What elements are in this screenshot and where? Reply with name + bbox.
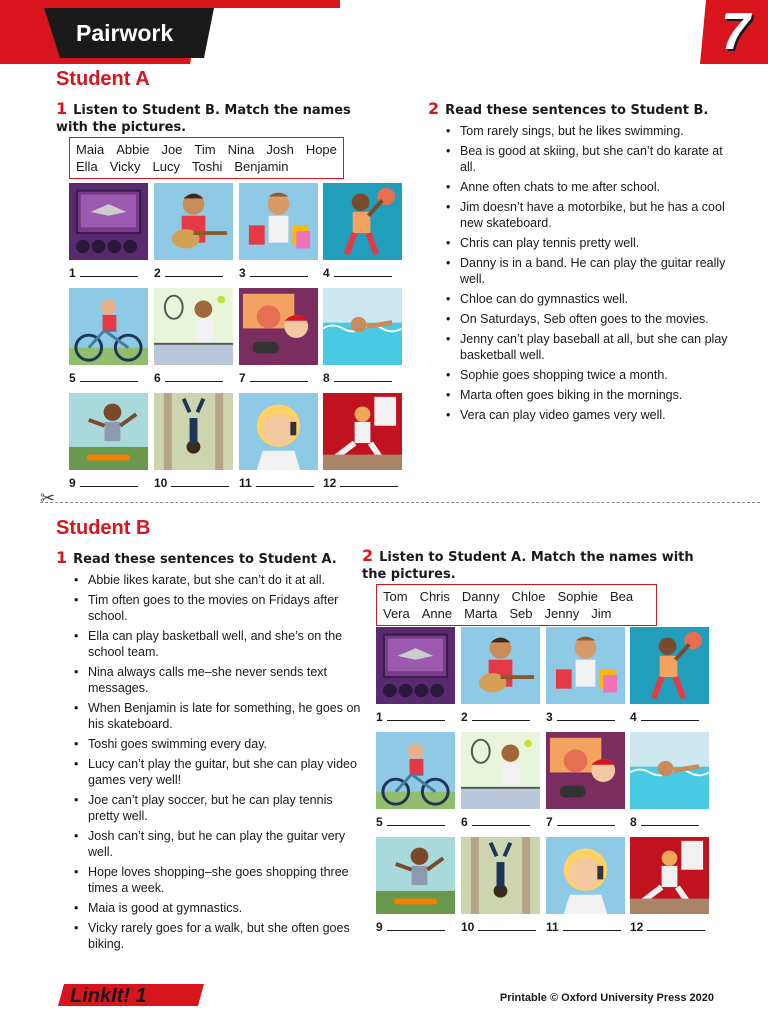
answer-line[interactable]: [387, 711, 445, 721]
cut-line: [40, 502, 760, 503]
name-row: [76, 158, 337, 175]
task-instruction: Listen to Student B. Match the names with the pictures.: [56, 103, 351, 135]
answer-blank[interactable]: [376, 710, 445, 724]
svg-text:LinkIt! 1: LinkIt! 1: [70, 985, 147, 1007]
answer-number: 7: [239, 371, 246, 385]
answer-line[interactable]: [641, 816, 699, 826]
answer-number: 3: [546, 710, 553, 724]
sentence: • Hope loves shopping–she goes shopping three times a week.: [72, 864, 362, 896]
answer-blank[interactable]: [323, 371, 392, 385]
sentence: • Abbie likes karate, but she can’t do it at all.: [72, 572, 362, 588]
answer-blank[interactable]: [376, 815, 445, 829]
name: Jim: [591, 606, 612, 621]
answer-blank[interactable]: [154, 266, 223, 280]
answer-number: 2: [154, 266, 161, 280]
answer-number: 9: [69, 476, 76, 490]
basketball-picture: [630, 627, 709, 704]
name: Seb: [509, 606, 533, 621]
phone-call-picture: [239, 393, 318, 470]
student-b-task-1: [56, 549, 356, 568]
answer-blank[interactable]: [154, 371, 223, 385]
sentence: • On Saturdays, Seb often goes to the movies.: [444, 311, 734, 327]
student-a-name-box: [69, 137, 344, 179]
name: Joe: [161, 142, 183, 157]
sentence: • Joe can’t play soccer, but he can play tennis pretty well.: [72, 792, 362, 824]
sentence: • Maia is good at gymnastics.: [72, 900, 362, 916]
basketball-picture: [323, 183, 402, 260]
name-row: [76, 141, 337, 158]
answer-line[interactable]: [563, 921, 621, 931]
answer-line[interactable]: [387, 921, 445, 931]
gymnastics-picture: [461, 837, 540, 914]
unit-number: 7: [721, 3, 750, 61]
answer-blank[interactable]: [323, 266, 392, 280]
sentence: • Tom rarely sings, but he likes swimming.: [444, 123, 734, 139]
scissors-icon: ✂: [40, 488, 56, 508]
sentence: • Bea is good at skiing, but she can’t do karate at all.: [444, 143, 734, 175]
answer-blank[interactable]: [239, 266, 308, 280]
answer-blank[interactable]: [461, 920, 536, 934]
answer-line[interactable]: [340, 477, 398, 487]
answer-number: 5: [376, 815, 383, 829]
answer-blank[interactable]: [461, 710, 530, 724]
answer-number: 5: [69, 371, 76, 385]
answer-line[interactable]: [165, 267, 223, 277]
tennis-picture: [461, 732, 540, 809]
student-a-task-1: [56, 100, 386, 136]
answer-number: 8: [323, 371, 330, 385]
name: Danny: [461, 589, 500, 604]
sentence: • Jenny can’t play baseball at all, but she can play basketball well.: [444, 331, 734, 363]
answer-line[interactable]: [171, 477, 229, 487]
sentence: • Tim often goes to the movies on Fridays after school.: [72, 592, 362, 624]
task-number: 1: [56, 548, 68, 567]
skateboarding-picture: [376, 837, 455, 914]
student-a-picture-grid: [69, 183, 403, 493]
guitar-player-picture: [154, 183, 233, 260]
karate-picture: [323, 393, 402, 470]
copyright-text: Printable © Oxford University Press 2020: [499, 992, 714, 1004]
name: Nina: [227, 142, 255, 157]
student-b-heading: Student B: [56, 517, 151, 539]
shopping-picture: [239, 183, 318, 260]
answer-number: 7: [546, 815, 553, 829]
linkit-logo: [58, 980, 208, 1008]
answer-blank[interactable]: [546, 710, 615, 724]
answer-number: 10: [461, 920, 475, 934]
guitar-player-picture: [461, 627, 540, 704]
answer-line[interactable]: [472, 816, 530, 826]
answer-number: 6: [154, 371, 161, 385]
sentence: • Toshi goes swimming every day.: [72, 736, 362, 752]
answer-blank[interactable]: [239, 371, 308, 385]
answer-blank[interactable]: [461, 815, 530, 829]
answer-line[interactable]: [641, 711, 699, 721]
answer-line[interactable]: [250, 267, 308, 277]
answer-blank[interactable]: [630, 710, 699, 724]
answer-blank[interactable]: [376, 920, 445, 934]
name: Vicky: [109, 159, 141, 174]
sentence: • Vera can play video games very well.: [444, 407, 734, 423]
answer-line[interactable]: [557, 711, 615, 721]
name: Benjamin: [234, 159, 289, 174]
name: Vera: [383, 606, 410, 621]
sentence: • When Benjamin is late for something, he goes on his skateboard.: [72, 700, 362, 732]
student-b-task-2: [362, 547, 702, 583]
student-a-sentence-list: [444, 123, 734, 427]
answer-number: 12: [630, 920, 644, 934]
student-b-sentence-list: [72, 572, 362, 956]
answer-line[interactable]: [80, 267, 138, 277]
swimming-picture: [323, 288, 402, 365]
sentence: • Chloe can do gymnastics well.: [444, 291, 734, 307]
task-number: 2: [362, 546, 374, 565]
answer-number: 1: [69, 266, 76, 280]
answer-blank[interactable]: [69, 371, 138, 385]
sentence: • Vicky rarely goes for a walk, but she often goes biking.: [72, 920, 362, 952]
biking-picture: [69, 288, 148, 365]
answer-number: 2: [461, 710, 468, 724]
answer-blank[interactable]: [323, 476, 398, 490]
answer-blank[interactable]: [630, 815, 699, 829]
name: Ella: [76, 159, 98, 174]
answer-line[interactable]: [256, 477, 314, 487]
name: Toshi: [191, 159, 223, 174]
shopping-picture: [546, 627, 625, 704]
answer-number: 11: [239, 476, 252, 490]
name: Josh: [266, 142, 294, 157]
answer-blank[interactable]: [239, 476, 314, 490]
task-instruction: Read these sentences to Student B.: [445, 103, 709, 118]
task-instruction: Listen to Student A. Match the names with the pictures.: [362, 550, 694, 582]
answer-line[interactable]: [647, 921, 705, 931]
student-a-task-2: [428, 100, 738, 119]
biking-picture: [376, 732, 455, 809]
answer-blank[interactable]: [630, 920, 705, 934]
answer-number: 3: [239, 266, 246, 280]
answer-line[interactable]: [250, 372, 308, 382]
name: Marta: [464, 606, 498, 621]
answer-number: 8: [630, 815, 637, 829]
phone-call-picture: [546, 837, 625, 914]
karate-picture: [630, 837, 709, 914]
answer-line[interactable]: [80, 477, 138, 487]
name: Abbie: [116, 142, 150, 157]
sentence: • Anne often chats to me after school.: [444, 179, 734, 195]
answer-blank[interactable]: [69, 476, 138, 490]
sentence: • Ella can play basketball well, and she’s on the school team.: [72, 628, 362, 660]
answer-number: 11: [546, 920, 559, 934]
student-b-name-box: [376, 584, 657, 626]
answer-line[interactable]: [472, 711, 530, 721]
answer-line[interactable]: [80, 372, 138, 382]
sentence: • Chris can play tennis pretty well.: [444, 235, 734, 251]
answer-number: 6: [461, 815, 468, 829]
answer-line[interactable]: [478, 921, 536, 931]
answer-blank[interactable]: [69, 266, 138, 280]
page-title: Pairwork: [76, 20, 174, 46]
name: Chloe: [511, 589, 546, 604]
task-instruction: Read these sentences to Student A.: [73, 552, 337, 567]
answer-number: 4: [630, 710, 637, 724]
answer-blank[interactable]: [154, 476, 229, 490]
gymnastics-picture: [154, 393, 233, 470]
tennis-picture: [154, 288, 233, 365]
name: Sophie: [557, 589, 598, 604]
answer-blank[interactable]: [546, 920, 621, 934]
name: Lucy: [152, 159, 180, 174]
name: Maia: [76, 142, 105, 157]
movie-theater-picture: [69, 183, 148, 260]
sentence: • Josh can’t sing, but he can play the guitar very well.: [72, 828, 362, 860]
student-b-picture-grid: [376, 627, 710, 937]
sentence: • Marta often goes biking in the mornings.: [444, 387, 734, 403]
answer-number: 1: [376, 710, 383, 724]
answer-number: 12: [323, 476, 337, 490]
sentence: • Jim doesn’t have a motorbike, but he has a cool new skateboard.: [444, 199, 734, 231]
sentence: • Lucy can’t play the guitar, but she can play video games very well!: [72, 756, 362, 788]
video-games-picture: [546, 732, 625, 809]
sentence: • Nina always calls me–she never sends text messages.: [72, 664, 362, 696]
swimming-picture: [630, 732, 709, 809]
answer-line[interactable]: [334, 372, 392, 382]
task-number: 1: [56, 99, 68, 118]
answer-line[interactable]: [334, 267, 392, 277]
answer-blank[interactable]: [546, 815, 615, 829]
answer-number: 4: [323, 266, 330, 280]
video-games-picture: [239, 288, 318, 365]
name-row: [383, 605, 650, 622]
student-a-heading: Student A: [56, 68, 150, 90]
answer-line[interactable]: [165, 372, 223, 382]
answer-number: 9: [376, 920, 383, 934]
skateboarding-picture: [69, 393, 148, 470]
name: Hope: [305, 142, 337, 157]
movie-theater-picture: [376, 627, 455, 704]
answer-line[interactable]: [557, 816, 615, 826]
name: Tom: [383, 589, 408, 604]
name: Jenny: [544, 606, 580, 621]
sentence: • Sophie goes shopping twice a month.: [444, 367, 734, 383]
answer-line[interactable]: [387, 816, 445, 826]
answer-number: 10: [154, 476, 168, 490]
name-row: [383, 588, 650, 605]
sentence: • Danny is in a band. He can play the guitar really well.: [444, 255, 734, 287]
task-number: 2: [428, 99, 440, 118]
name: Chris: [419, 589, 450, 604]
name: Anne: [421, 606, 453, 621]
name: Tim: [194, 142, 216, 157]
name: Bea: [609, 589, 634, 604]
